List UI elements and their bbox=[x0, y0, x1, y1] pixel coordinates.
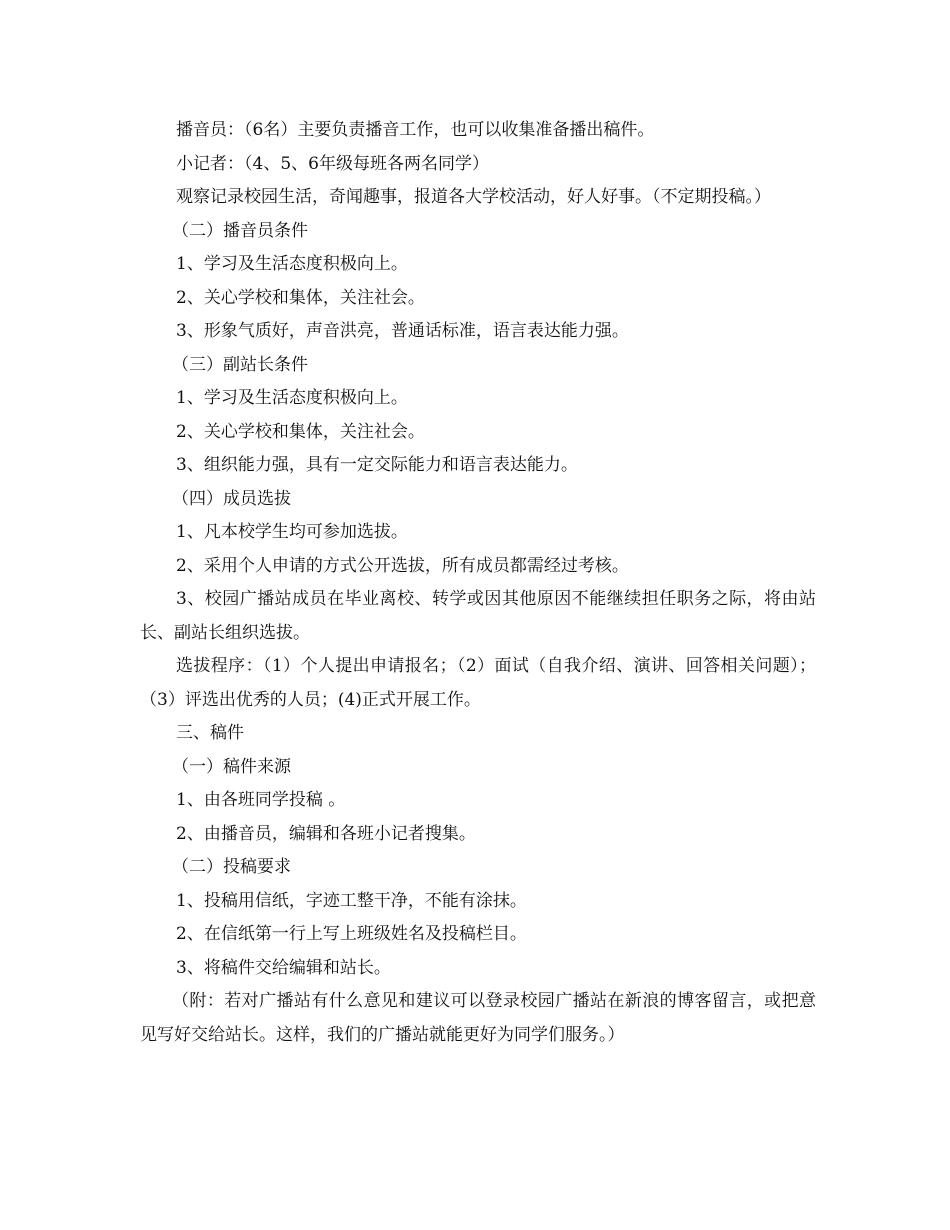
heading-broadcaster-conditions: （二）播音员条件 bbox=[172, 220, 308, 241]
document-body bbox=[140, 114, 816, 1052]
list-item: 1、由各班同学投稿 。 bbox=[176, 790, 346, 810]
list-item: 2、关心学校和集体，关注社会。 bbox=[176, 287, 425, 308]
list-item: 3、将稿件交给编辑和站长。 bbox=[176, 957, 391, 978]
heading-manuscripts: 三、稿件 bbox=[176, 723, 244, 743]
paragraph-appendix-note: （附：若对广播站有什么意见和建议可以登录校园广播站在新浪的博客留言，或把意见写好交给站长。这样，我们的广播站就能更好为同学们服务。） bbox=[140, 991, 816, 1045]
paragraph-selection-procedure: 选拔程序：（1）个人提出申请报名；（2）面试（自我介绍、演讲、回答相关问题）；（3）评选出优秀的人员；(4)正式开展工作。 bbox=[140, 656, 816, 710]
list-item: 1、学习及生活态度积极向上。 bbox=[176, 254, 408, 274]
list-item: 2、由播音员，编辑和各班小记者搜集。 bbox=[176, 823, 476, 844]
list-item: 3、组织能力强，具有一定交际能力和语言表达能力。 bbox=[176, 455, 578, 475]
heading-submission-requirements: （二）投稿要求 bbox=[172, 857, 291, 877]
list-item: 1、凡本校学生均可参加选拔。 bbox=[176, 522, 408, 542]
list-item: 2、在信纸第一行上写上班级姓名及投稿栏目。 bbox=[176, 924, 527, 944]
list-item: 1、学习及生活态度积极向上。 bbox=[176, 388, 408, 408]
list-item: 1、投稿用信纸，字迹工整干净，不能有涂抹。 bbox=[176, 890, 527, 911]
paragraph-reporter: 小记者：（4、5、6年级每班各两名同学） bbox=[176, 153, 489, 174]
heading-manuscript-sources: （一）稿件来源 bbox=[172, 756, 291, 777]
paragraph-reporter-duty: 观察记录校园生活，奇闻趣事，报道各大学校活动，好人好事。（不定期投稿。） bbox=[176, 187, 771, 207]
list-item: 3、形象气质好，声音洪亮，普通话标准，语言表达能力强。 bbox=[176, 321, 629, 341]
list-item: 2、关心学校和集体，关注社会。 bbox=[176, 421, 425, 442]
heading-member-selection: （四）成员选拔 bbox=[172, 488, 291, 509]
list-item: 3、校园广播站成员在毕业离校、转学或因其他原因不能继续担任职务之际，将由站长、副站长组织选拔。 bbox=[140, 589, 816, 643]
heading-deputy-conditions: （三）副站长条件 bbox=[172, 354, 308, 375]
list-item: 2、采用个人申请的方式公开选拔，所有成员都需经过考核。 bbox=[176, 555, 629, 576]
paragraph-broadcaster: 播音员：（6名）主要负责播音工作，也可以收集准备播出稿件。 bbox=[176, 120, 655, 140]
